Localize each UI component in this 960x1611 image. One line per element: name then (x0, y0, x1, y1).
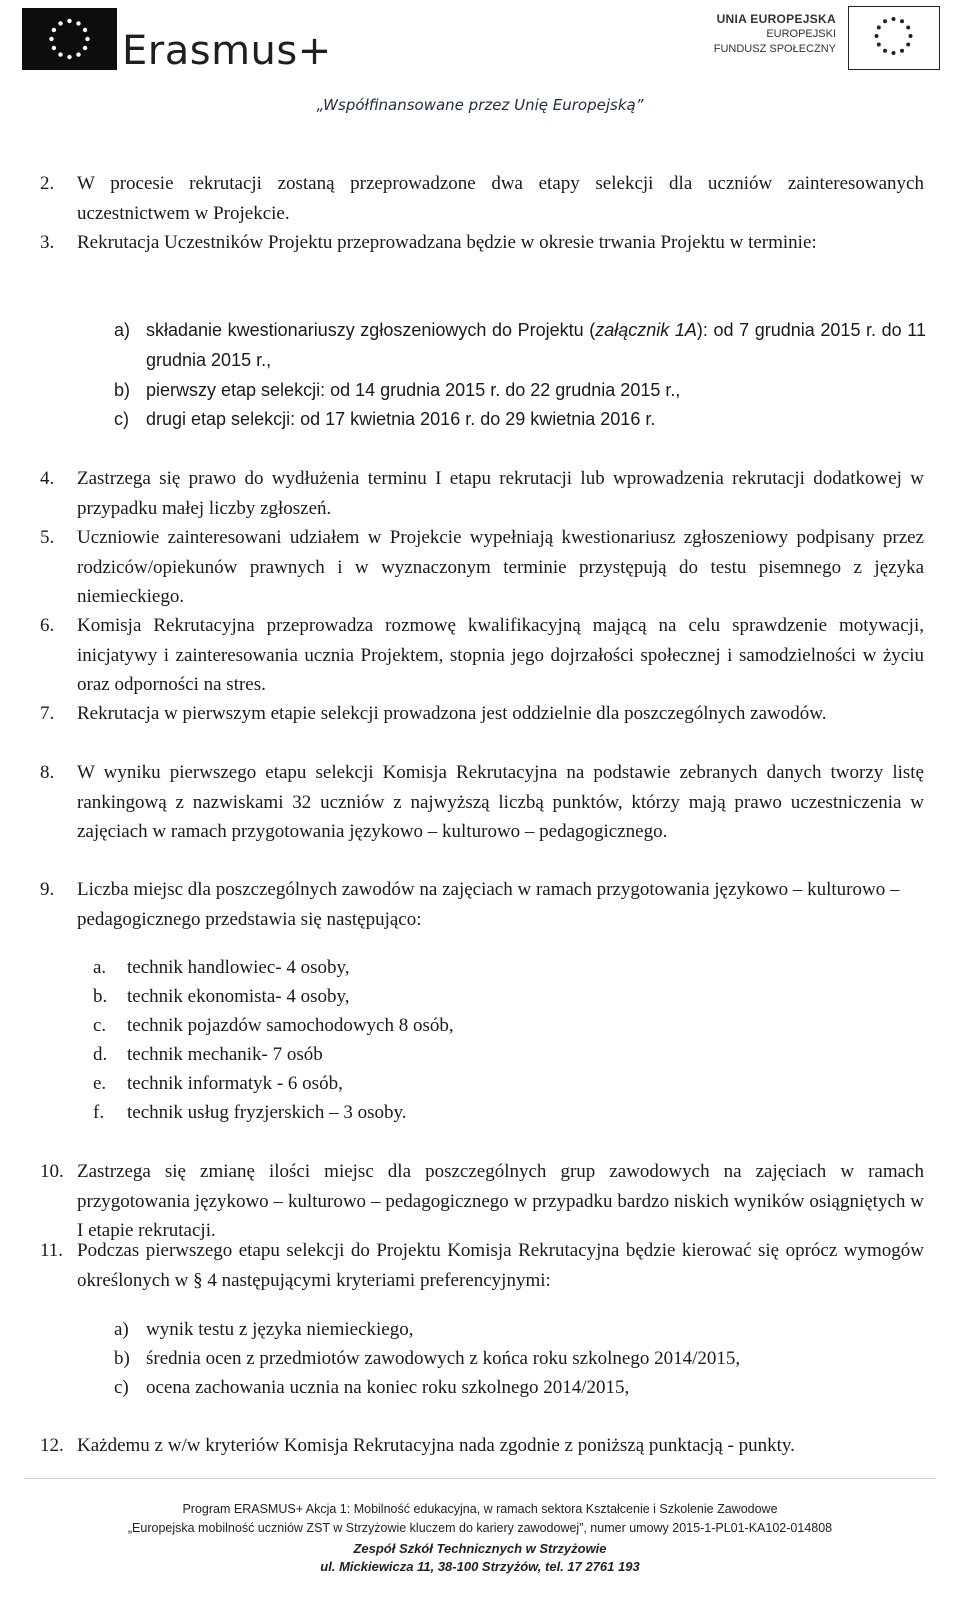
sublist-item-9d (93, 1040, 913, 1070)
sub-item-text (146, 316, 926, 375)
sub-item-letter: a. (93, 957, 107, 978)
item-number: 7. (40, 703, 55, 724)
item-number: 4. (40, 468, 55, 489)
sub-item-letter: a) (114, 320, 131, 340)
item-number: 11. (40, 1240, 64, 1261)
sub-item-letter: b) (114, 380, 131, 400)
efs-line-3: FUNDUSZ SPOŁECZNY (713, 43, 836, 55)
item-number: 6. (40, 615, 55, 636)
sublist-item-11a (114, 1315, 926, 1345)
sublist-item-3a (114, 316, 926, 375)
footer-school-name: Zespół Szkół Technicznych w Strzyżowie (353, 1541, 607, 1556)
item-number: 2. (40, 173, 55, 194)
eu-flag-icon (22, 8, 117, 70)
list-item-2 (40, 169, 924, 228)
erasmus-logo-text: Erasmus+ (122, 28, 332, 74)
sub-item-letter: c) (114, 1377, 129, 1398)
sub-item-text: średnia ocen z przedmiotów zawodowych z końca roku szkolnego 2014/2015, (146, 1348, 741, 1369)
item-text: Zastrzega się zmianę ilości miejsc dla poszczególnych grup zawodowych na zajęciach w ramach przygotowania językowo – kulturowo – pedagogicznego w przypadku bardzo niskich wyników osiągniętych w I etapie rekrutacji. (77, 1161, 924, 1241)
list-item-8 (40, 758, 924, 847)
sub-item-text-pre: składanie kwestionariuszy zgłoszeniowych do Projektu ( (146, 320, 596, 340)
item-text: Liczba miejsc dla poszczególnych zawodów na zajęciach w ramach przygotowania językowo – kulturowo – pedagogicznego przedstawia się następująco: (77, 879, 900, 930)
item-number: 9. (40, 879, 55, 900)
list-item-3 (40, 228, 924, 258)
list-item-4 (40, 464, 924, 523)
item-text: Rekrutacja Uczestników Projektu przeprowadzana będzie w okresie trwania Projektu w terminie: (77, 232, 817, 253)
item-text: Komisja Rekrutacyjna przeprowadza rozmowę kwalifikacyjną mającą na celu sprawdzenie motywacji, inicjatywy i zainteresowania ucznia Projektem, stopnia jego dojrzałości społecznej i samodzielności w życiu oraz odporności na stres. (77, 615, 924, 695)
item-text: Podczas pierwszego etapu selekcji do Projektu Komisja Rekrutacyjna będzie kierować się oprócz wymogów określonych w § 4 następującymi kryteriami preferencyjnymi: (77, 1240, 924, 1291)
item-text: W procesie rekrutacji zostaną przeprowadzone dwa etapy selekcji dla uczniów zainteresowanych uczestnictwem w Projekcie. (77, 173, 924, 224)
item-text: Zastrzega się prawo do wydłużenia terminu I etapu rekrutacji lub wprowadzenia rekrutacji dodatkowej w przypadku małej liczby zgłoszeń. (77, 468, 924, 519)
sub-item-letter: a) (114, 1319, 129, 1340)
sub-item-text: pierwszy etap selekcji: od 14 grudnia 2015 r. do 22 grudnia 2015 r., (146, 380, 681, 400)
footer-school-address: ul. Mickiewicza 11, 38-100 Strzyżów, tel. 17 2761 193 (320, 1559, 640, 1574)
sublist-item-3c (114, 405, 926, 435)
item-number: 8. (40, 762, 55, 783)
sub-item-letter: f. (93, 1102, 105, 1123)
list-item-5 (40, 523, 924, 612)
efs-logo-text (714, 12, 836, 57)
footer-project-line: „Europejska mobilność uczniów ZST w Strzyżowie kluczem do kariery zawodowej”, numer umowy 2015-1-PL01-KA102-014808 (127, 1521, 833, 1535)
attachment-reference: załącznik 1A (595, 320, 697, 340)
item-number: 12. (40, 1435, 64, 1456)
sub-item-text: technik ekonomista- 4 osoby, (127, 986, 350, 1007)
sub-item-text-post: ): od 7 grudnia 2015 r. do 11 grudnia 2015 r., (146, 320, 926, 370)
list-item-7 (40, 699, 924, 729)
item-text: Uczniowie zainteresowani udziałem w Projekcie wypełniają kwestionariusz zgłoszeniowy podpisany przez rodziców/opiekunów prawnych i w wyznaczonym terminie przystępują do testu pisemnego z języka niemieckiego. (77, 527, 924, 607)
cofinancing-note: „Współfinansowane przez Unię Europejską” (316, 96, 644, 114)
sublist-item-3b (114, 376, 926, 406)
sub-item-text: technik usług fryzjerskich – 3 osoby. (127, 1102, 407, 1123)
footer-program-line: Program ERASMUS+ Akcja 1: Mobilność edukacyjna, w ramach sektora Kształcenie i Szkolenie Zawodowe (182, 1502, 778, 1516)
item-number: 5. (40, 527, 55, 548)
erasmus-logo (22, 8, 442, 78)
efs-logo (700, 6, 940, 76)
efs-line-2: EUROPEJSKI (766, 28, 836, 40)
sub-item-letter: c. (93, 1015, 107, 1036)
sub-item-letter: e. (93, 1073, 107, 1094)
sub-item-text: technik mechanik- 7 osób (127, 1044, 323, 1065)
list-item-10 (40, 1157, 924, 1246)
efs-line-1: UNIA EUROPEJSKA (716, 12, 836, 26)
sub-item-text: ocena zachowania ucznia na koniec roku szkolnego 2014/2015, (146, 1377, 630, 1398)
sub-item-text: drugi etap selekcji: od 17 kwietnia 2016 r. do 29 kwietnia 2016 r. (146, 409, 656, 429)
list-item-9 (40, 875, 924, 934)
item-text: W wyniku pierwszego etapu selekcji Komisja Rekrutacyjna na podstawie zebranych danych tworzy listę rankingową z nazwiskami 32 uczniów z najwyższą liczbą punktów, którzy mają prawo uczestniczenia w zajęciach w ramach przygotowania językowo – kulturowo – pedagogicznego. (77, 762, 924, 842)
item-number: 3. (40, 232, 55, 253)
sublist-item-9f (93, 1098, 913, 1128)
footer-divider (24, 1478, 936, 1479)
item-number: 10. (40, 1161, 64, 1182)
sub-item-letter: d. (93, 1044, 108, 1065)
item-text: Każdemu z w/w kryteriów Komisja Rekrutacyjna nada zgodnie z poniższą punktacją - punkty. (77, 1435, 795, 1456)
sub-item-text: technik informatyk - 6 osób, (127, 1073, 343, 1094)
sublist-item-11b (114, 1344, 926, 1374)
list-item-11 (40, 1236, 924, 1295)
eu-stars-outline-icon (848, 6, 940, 70)
sublist-item-9c (93, 1011, 913, 1041)
item-text: Rekrutacja w pierwszym etapie selekcji prowadzona jest oddzielnie dla poszczególnych zawodów. (77, 703, 827, 724)
sublist-item-9b (93, 982, 913, 1012)
list-item-12 (40, 1431, 924, 1461)
sub-item-text: technik pojazdów samochodowych 8 osób, (127, 1015, 454, 1036)
sub-item-letter: b) (114, 1348, 130, 1369)
sub-item-text: technik handlowiec- 4 osoby, (127, 957, 350, 978)
sub-item-text: wynik testu z języka niemieckiego, (146, 1319, 414, 1340)
sub-item-letter: b. (93, 986, 108, 1007)
sublist-item-9a (93, 953, 913, 983)
sub-item-letter: c) (114, 409, 129, 429)
list-item-6 (40, 611, 924, 700)
sublist-item-11c (114, 1373, 926, 1403)
sublist-item-9e (93, 1069, 913, 1099)
